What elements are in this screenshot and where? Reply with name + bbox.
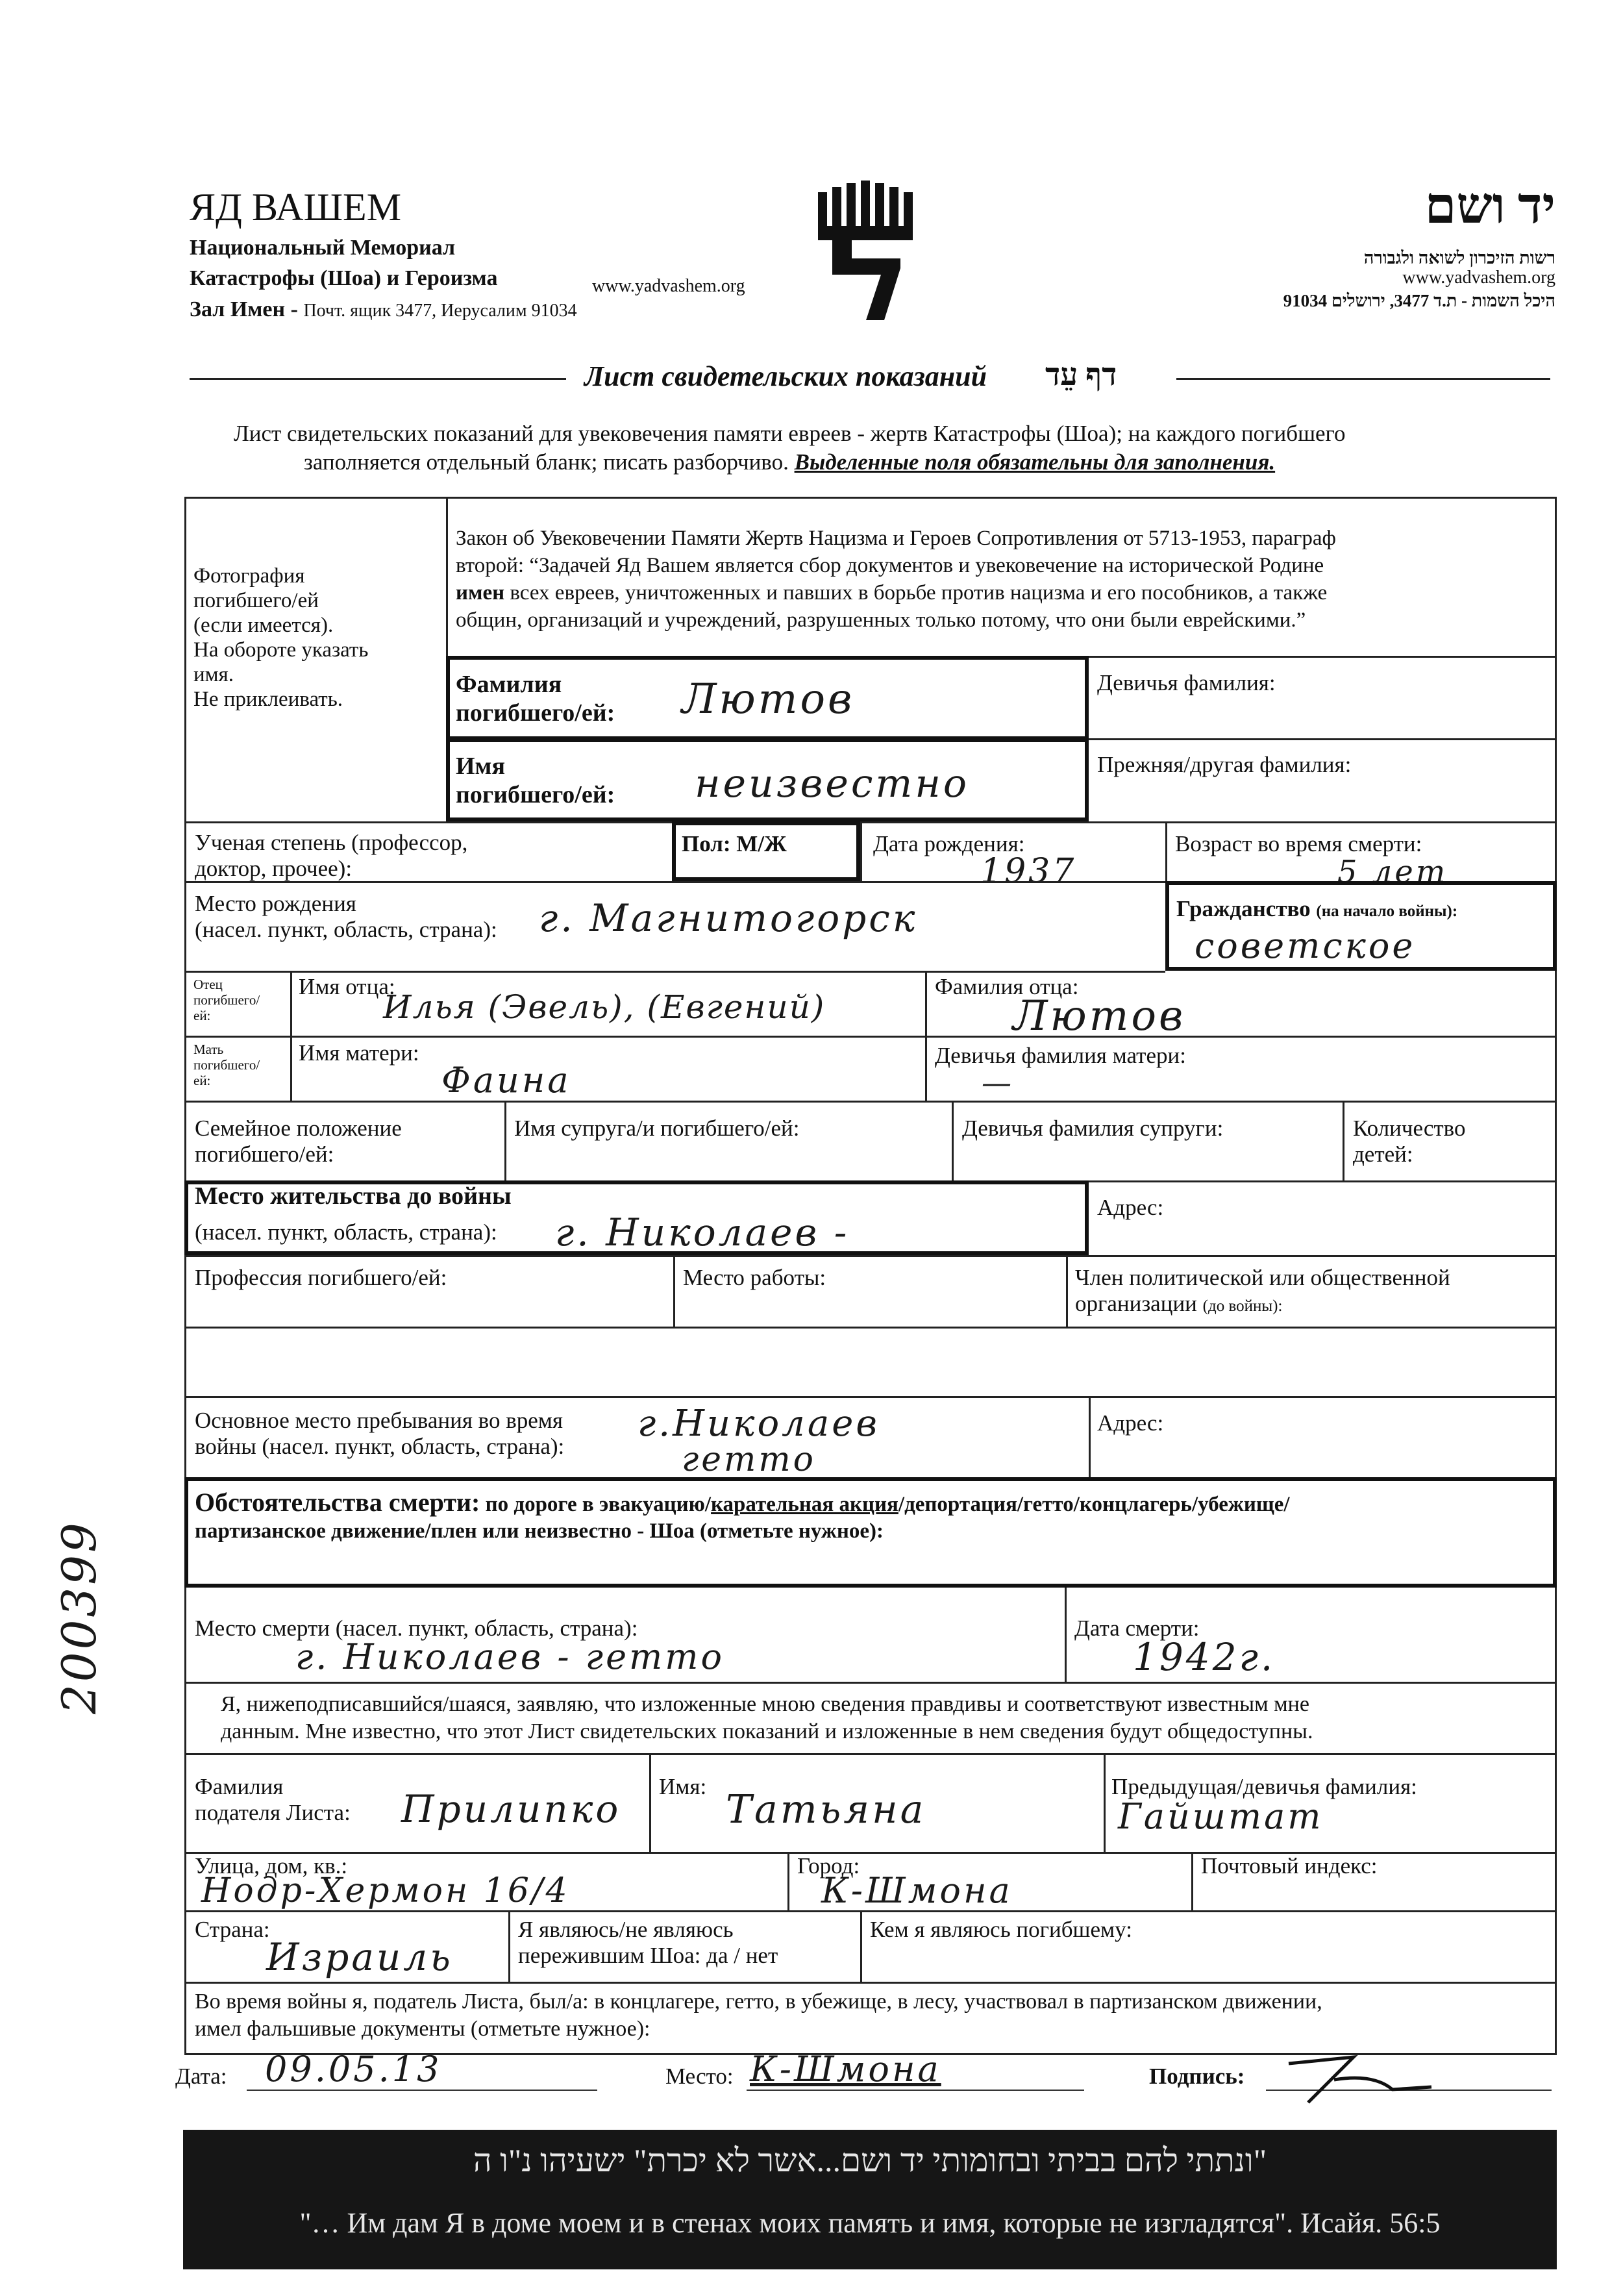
survivor-label (518, 1917, 778, 1969)
member-divider (1066, 1255, 1068, 1327)
deathdate-label: Дата смерти: (1074, 1616, 1200, 1641)
citizenship-title: Гражданство (1176, 896, 1311, 921)
deathplace-value[interactable]: г. Николаев - гетто (295, 1636, 724, 1677)
sub-surname-value[interactable]: Прилипко (401, 1787, 621, 1831)
children-divider (1343, 1101, 1344, 1180)
prev-surname-label: Прежняя/другая фамилия: (1097, 752, 1352, 777)
children-label (1353, 1116, 1465, 1167)
footer-quote-ru: "… Им дам Я в доме моем и в стенах моих память и имя, которые не изгладятся". Исайя. 56:5 (299, 2207, 1441, 2239)
photo-note-2: погибшего/ей (193, 589, 319, 612)
org-title-he: יד ושם (1424, 177, 1555, 234)
title-rule-right (1176, 378, 1550, 380)
degree-label-2: доктор, прочее): (195, 856, 353, 881)
degree-label (195, 830, 467, 882)
row-degree-top (184, 821, 1557, 823)
photo-note-1: Фотография (193, 564, 305, 588)
address-label: Адрес: (1097, 1195, 1164, 1220)
date-value[interactable]: 09.05.13 (265, 2049, 442, 2090)
city-label: Город: (797, 1853, 860, 1878)
marital-label (195, 1116, 402, 1167)
firstname-value[interactable]: неизвестно (695, 761, 969, 806)
citizenship-value[interactable]: советское (1195, 925, 1416, 966)
wartime-label-1: Основное место пребывания во время (195, 1408, 564, 1433)
wartime-value-2[interactable]: гетто (682, 1440, 816, 1479)
street-value[interactable]: Нодр-Хермон 16/4 (201, 1871, 570, 1910)
law-bold-word: имен (456, 581, 505, 605)
mother-tag-1: Мать (193, 1042, 224, 1057)
signature-mark[interactable] (1282, 2044, 1438, 2109)
he-address: היכל השמות - ת.ד 3477, ירושלים 91034 (1283, 291, 1555, 310)
street-label: Улица, дом, кв.: (195, 1853, 348, 1878)
marital-label-2: погибшего/ей: (195, 1142, 334, 1167)
deathdate-divider (1065, 1588, 1067, 1682)
member-label (1075, 1265, 1450, 1319)
sub-surname-label (195, 1774, 351, 1826)
row-declaration-top (184, 1682, 1557, 1684)
war-status (195, 1988, 1322, 2043)
residence-value[interactable]: г. Николаев - (555, 1210, 850, 1254)
father-tag-2: погибшего/ (193, 992, 260, 1008)
surname-label-1: Фамилия (456, 671, 562, 698)
row-wartime-top (184, 1396, 1557, 1398)
father-tag-3: ей: (193, 1008, 211, 1023)
father-tag (193, 977, 260, 1023)
law-line-3-text: всех евреев, уничтоженных и павших в борьбе против нацизма и его пособников, а также (504, 581, 1328, 605)
children-label-2: детей: (1353, 1142, 1413, 1167)
sub-surname-label-1: Фамилия (195, 1774, 284, 1799)
birthplace-label (195, 891, 497, 943)
mother-tag-3: ей: (193, 1073, 211, 1088)
address2-divider (1089, 1396, 1091, 1477)
member-label-1: Член политической или общественной (1075, 1265, 1450, 1290)
row-profession-mid (184, 1327, 1557, 1329)
row-father-top (184, 971, 1165, 973)
circumstances-options-1: по дороге в эвакуацию/ (485, 1493, 712, 1516)
law-bottom-line (1089, 656, 1557, 658)
photo-note-3: (если имеется). (193, 614, 334, 637)
signature-label: Подпись: (1149, 2064, 1245, 2089)
law-line-1: Закон об Увековечении Памяти Жертв Нацизма и Героев Сопротивления от 5713-1953, параграф (456, 527, 1336, 550)
form-title-ru: Лист свидетельских показаний (584, 360, 987, 392)
father-tag-1: Отец (193, 977, 223, 992)
birthdate-divider (860, 821, 862, 881)
photo-note-5: имя. (193, 663, 234, 686)
row-warstatus-top (184, 1982, 1557, 1984)
circumstances-line-1 (195, 1487, 1290, 1517)
relation-divider (860, 1910, 862, 1982)
city-value[interactable]: К-Шмона (821, 1870, 1013, 1911)
org-subtitle-1: Национальный Мемориал (190, 236, 456, 260)
surname-label-2: погибшего/ей: (456, 699, 615, 727)
law-line-2: второй: “Задачей Яд Вашем является сбор документов и увековечение на исторической Родине (456, 554, 1324, 577)
deathdate-value[interactable]: 1942г. (1133, 1635, 1276, 1679)
sub-prev-divider (1104, 1753, 1106, 1852)
citizenship-note: (на начало войны): (1316, 903, 1458, 920)
address2-label: Адрес: (1097, 1410, 1164, 1436)
circumstances-marked-option: карательная акция (711, 1493, 898, 1516)
war-status-line-2: имел фальшивые документы (отметьте нужное): (195, 2017, 650, 2041)
sub-prev-label: Предыдущая/девичья фамилия: (1111, 1774, 1417, 1799)
age-value[interactable]: 5 лет (1337, 854, 1448, 890)
date-line (247, 2090, 597, 2091)
sub-prev-value[interactable]: Гайштат (1118, 1796, 1324, 1837)
mother-tag-2: погибшего/ (193, 1057, 260, 1073)
birthdate-value[interactable]: 1937 (980, 852, 1077, 891)
org-title-ru: ЯД ВАШЕМ (190, 186, 402, 229)
mother-maiden-value[interactable]: — (982, 1065, 1014, 1100)
member-label-2-text: организации (1075, 1291, 1197, 1316)
row-submitter-top (184, 1753, 1557, 1755)
survivor-label-2: пережившим Шоа: да / нет (518, 1943, 778, 1968)
stamp-number: 200399 (52, 1520, 106, 1714)
workplace-divider (673, 1255, 675, 1327)
surname-value[interactable]: Лютов (682, 675, 855, 723)
mother-name-label: Имя матери: (299, 1040, 419, 1066)
footer-banner (183, 2130, 1557, 2269)
residence-label: Место жительства до войны (195, 1182, 512, 1210)
gender-label: Пол: М/Ж (682, 831, 787, 856)
country-label: Страна: (195, 1917, 270, 1942)
law-line-3 (456, 579, 1553, 606)
maiden-bottom-line (1089, 738, 1557, 740)
org-subtitle-2: Катастрофы (Шоа) и Героизма (190, 266, 498, 290)
mother-maiden-label: Девичья фамилия матери: (935, 1043, 1186, 1068)
row-mother-top (184, 1036, 1557, 1038)
member-label-2 (1075, 1291, 1450, 1319)
spouse-name-label: Имя супруга/и погибшего/ей: (514, 1116, 800, 1141)
father-surname-label: Фамилия отца: (935, 974, 1079, 999)
father-name-label: Имя отца: (299, 974, 395, 999)
sub-name-label: Имя: (659, 1774, 707, 1799)
citizenship-label (1176, 896, 1457, 925)
member-note: (до войны): (1202, 1297, 1283, 1315)
law-line-4: общин, организаций и учреждений, разрушенных только потому, что они были еврейскими.” (456, 608, 1306, 632)
spouse-divider (504, 1101, 506, 1180)
photo-note-6: Не приклеивать. (193, 688, 343, 711)
sub-name-value[interactable]: Татьяна (726, 1787, 926, 1832)
country-value[interactable]: Израиль (266, 1935, 453, 1979)
firstname-label-1: Имя (456, 753, 505, 780)
zip-label: Почтовый индекс: (1201, 1853, 1378, 1878)
row-country-top (184, 1910, 1557, 1912)
row-profession-top (184, 1255, 1557, 1257)
circumstances-line-2: партизанское движение/плен или неизвестно - Шоа (отметьте нужное): (195, 1519, 884, 1543)
wartime-label (195, 1408, 564, 1460)
he-subtitle: רשות הזיכרון לשואה ולגבורה (1363, 248, 1555, 268)
age-label: Возраст во время смерти: (1175, 831, 1422, 856)
maiden-label: Девичья фамилия: (1097, 670, 1276, 695)
birthplace-value[interactable]: г. Магнитогорск (539, 896, 918, 940)
children-label-1: Количество (1353, 1116, 1466, 1141)
father-name-value[interactable]: Илья (Эвель), (Евгений) (383, 988, 826, 1026)
city-divider (787, 1852, 789, 1910)
declaration-line-2: данным. Мне известно, что этот Лист свидетельских показаний и изложенные в нем сведения будут общедоступны. (221, 1719, 1313, 1743)
mother-tag (193, 1042, 260, 1088)
place-value[interactable]: К-Шмона (750, 2049, 941, 2090)
intro-text: заполняется отдельный бланк; писать разборчиво. (304, 449, 789, 475)
footer-quote-he: "ונתתי להם בביתי ובחומותי יד ושם...אשר לא יכרת" ישעיהו נ"ו ה (473, 2142, 1267, 2178)
birthplace-label-1: Место рождения (195, 891, 356, 916)
title-rule-left (190, 378, 566, 380)
wartime-label-2: войны (насел. пункт, область, страна): (195, 1434, 565, 1459)
sub-surname-label-2: подателя Листа: (195, 1800, 351, 1825)
birthplace-label-2: (насел. пункт, область, страна): (195, 917, 497, 942)
father-surname-value[interactable]: Лютов (1013, 992, 1186, 1040)
hall-address: Почт. ящик 3477, Иерусалим 91034 (303, 301, 577, 321)
hall-label: Зал Имен - (190, 297, 298, 321)
relation-label: Кем я являюсь погибшему: (870, 1917, 1132, 1942)
place-label: Место: (665, 2064, 734, 2089)
deathplace-label: Место смерти (насел. пункт, область, страна): (195, 1616, 638, 1641)
war-status-line-1: Во время войны я, податель Листа, был/а: в концлагере, гетто, в убежище, в лесу, участвовал в партизанском движении, (195, 1990, 1322, 2014)
law-text (456, 525, 1553, 634)
firstname-label-2: погибшего/ей: (456, 781, 615, 808)
date-label: Дата: (175, 2064, 227, 2089)
hall-line (190, 297, 577, 322)
row-residence-top (1089, 1180, 1557, 1182)
profession-label: Профессия погибшего/ей: (195, 1265, 447, 1290)
photo-note (193, 564, 440, 712)
place-line (747, 2090, 1084, 2091)
website-ru: www.yadvashem.org (592, 276, 745, 296)
intro-line-1: Лист свидетельских показаний для увековечения памяти евреев - жертв Катастрофы (Шоа); на каждого погибшего (234, 421, 1346, 446)
survivor-label-1: Я являюсь/не являюсь (518, 1917, 734, 1942)
degree-label-1: Ученая степень (профессор, (195, 830, 468, 855)
wartime-value-1[interactable]: г.Николаев (638, 1403, 880, 1445)
mother-name-value[interactable]: Фаина (441, 1060, 571, 1101)
circumstances-options-2: /депортация/гетто/концлагерь/убежище/ (898, 1493, 1290, 1516)
birthdate-label: Дата рождения: (873, 831, 1025, 856)
spouse-maiden-divider (952, 1101, 954, 1180)
sub-name-divider (649, 1753, 651, 1852)
photo-note-4: На обороте указать (193, 638, 369, 662)
firstname-label (456, 752, 615, 809)
form-title-he: דף עֵד (1045, 358, 1117, 392)
row-marital-top (184, 1101, 1557, 1103)
intro-line-2 (304, 449, 1275, 475)
age-divider (1165, 821, 1167, 881)
declaration (221, 1691, 1313, 1745)
surname-label (456, 670, 615, 727)
intro-required: Выделенные поля обязательны для заполнения. (794, 449, 1276, 475)
menorah-logo (813, 181, 923, 349)
workplace-label: Место работы: (683, 1265, 826, 1290)
declaration-line-1: Я, нижеподписавшийся/шаяся, заявляю, что изложенные мною сведения правдивы и соответствуют известным мне (221, 1692, 1309, 1716)
survivor-divider (508, 1910, 510, 1982)
residence-sub: (насел. пункт, область, страна): (195, 1219, 497, 1245)
spouse-maiden-label: Девичья фамилия супруги: (962, 1116, 1224, 1141)
marital-label-1: Семейное положение (195, 1116, 402, 1141)
circumstances-label: Обстоятельства смерти: (195, 1488, 480, 1517)
zip-divider (1191, 1852, 1193, 1910)
website-he: www.yadvashem.org (1402, 268, 1555, 288)
